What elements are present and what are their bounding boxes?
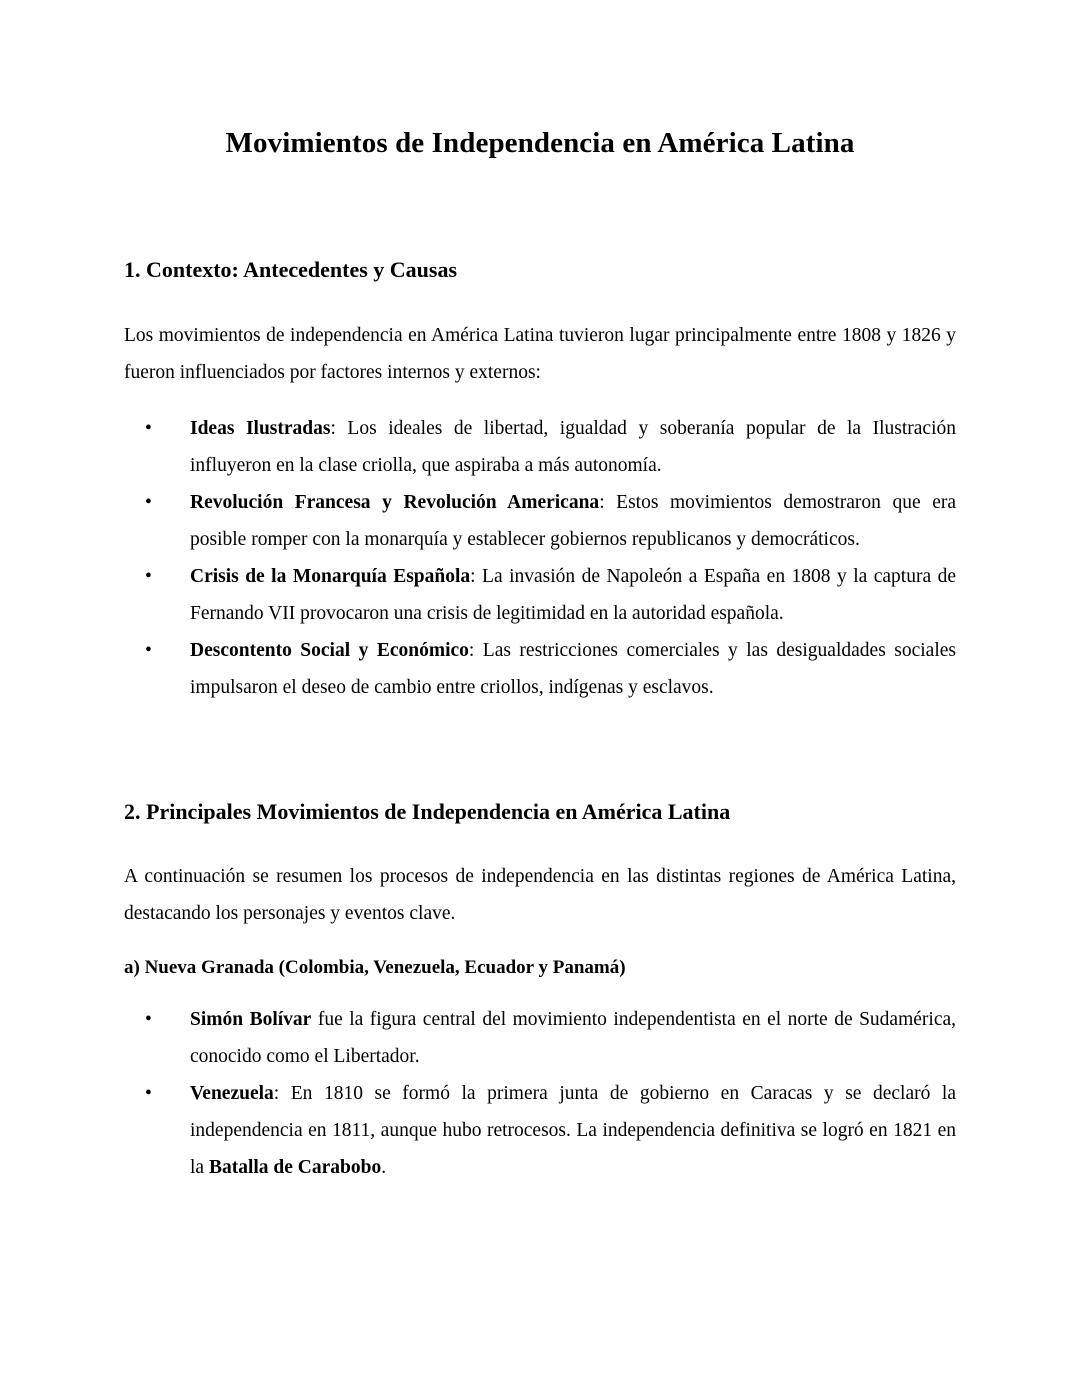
list-item-text: : La invasión de Napoleón a España en 1808 y la captura de Fernando VII provocaron una crisis de legitimidad en la autoridad española.: [190, 565, 956, 624]
section-heading-1: 1. Contexto: Antecedentes y Causas: [124, 257, 458, 283]
list-item: [124, 484, 956, 558]
section-1-intro-paragraph: Los movimientos de independencia en América Latina tuvieron lugar principalmente entre 1808 y 1826 y fueron influenciados por factores internos y externos:: [124, 324, 956, 383]
list-item-text: fue la figura central del movimiento independentista en el norte de Sudamérica, conocido como el Libertador.: [190, 1009, 957, 1068]
section-2-intro-paragraph: A continuación se resumen los procesos de independencia en las distintas regiones de América Latina, destacando los personajes y eventos clave.: [124, 866, 956, 925]
list-item: [124, 410, 956, 484]
list-item-text: : Estos movimientos demostraron que era posible romper con la monarquía y establecer gobiernos republicanos y democráticos.: [190, 491, 957, 550]
list-item: [124, 1075, 956, 1186]
list-item-lead: Ideas Ilustradas: [190, 417, 331, 439]
list-item-lead: Revolución Francesa y Revolución Americana: [190, 491, 600, 513]
subsection-a-bullet-list: [124, 1001, 956, 1186]
spacer: [124, 932, 956, 956]
bullet-icon: •: [145, 1083, 152, 1105]
list-item: [124, 558, 956, 632]
bullet-icon: •: [145, 565, 152, 587]
section-heading-2: 2. Principales Movimientos de Independencia en América Latina: [124, 798, 731, 824]
spacer: [124, 706, 956, 798]
list-item-tail-bold: Batalla de Carabobo: [208, 1157, 382, 1179]
spacer: [124, 391, 956, 410]
list-item-tail-text: .: [381, 1157, 387, 1179]
bullet-icon: •: [145, 491, 152, 513]
spacer: [124, 161, 956, 256]
list-item-lead: Venezuela: [190, 1083, 274, 1105]
bullet-icon: •: [145, 1009, 152, 1031]
list-item: [124, 632, 956, 706]
list-item-text: : Las restricciones comerciales y las desigualdades sociales impulsaron el deseo de cambio entre criollos, indígenas y esclavos.: [190, 639, 956, 698]
list-item-lead: Descontento Social y Económico: [190, 639, 469, 661]
bullet-icon: •: [145, 639, 152, 661]
list-item-text: : En 1810 se formó la primera junta de gobierno en Caracas y se declaró la independencia en 1811, aunque hubo retrocesos. La independencia definitiva se logró en 1821 en la: [190, 1083, 956, 1179]
page-title: Movimientos de Independencia en América Latina: [225, 127, 855, 159]
list-item: [124, 1001, 956, 1075]
list-item-lead: Crisis de la Monarquía Española: [190, 565, 471, 587]
spacer: [124, 285, 956, 317]
page-content: [124, 0, 956, 1186]
list-item-lead: Simón Bolívar: [190, 1009, 312, 1031]
spacer: [124, 981, 956, 1001]
bullet-icon: •: [145, 417, 152, 439]
section-1-bullet-list: [124, 410, 956, 706]
spacer: [124, 826, 956, 858]
subsection-heading-a: a) Nueva Granada (Colombia, Venezuela, Ecuador y Panamá): [124, 957, 626, 979]
list-item-text: : Los ideales de libertad, igualdad y soberanía popular de la Ilustración influyeron en la clase criolla, que aspiraba a más autonomía.: [190, 417, 956, 476]
